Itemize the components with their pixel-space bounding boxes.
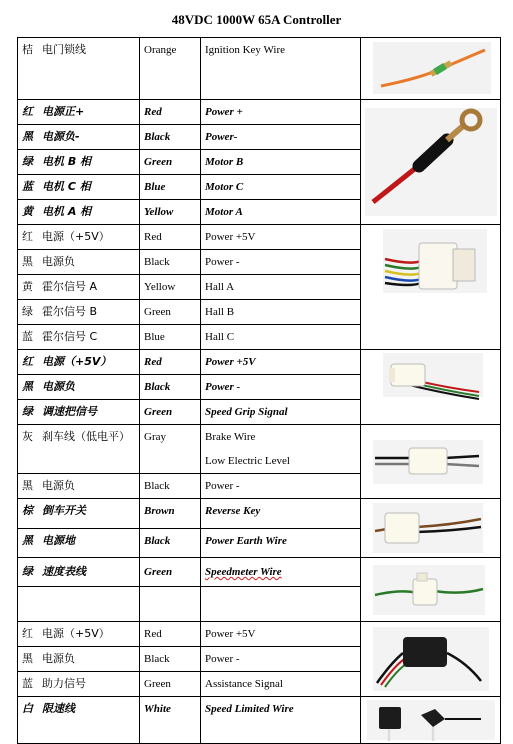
wire-color-en: Yellow: [140, 200, 201, 225]
wire-desc-en: Hall B: [201, 300, 361, 325]
color-cn: 红: [22, 105, 33, 118]
wire-color-en: Green: [140, 300, 201, 325]
color-cn: 红: [22, 627, 33, 640]
wire-color-cn-cell: [18, 100, 140, 125]
wire-color-en: Green: [140, 558, 201, 587]
table-row: [18, 38, 501, 100]
throttle-connector-photo: [361, 350, 501, 425]
wire-desc-en: Hall C: [201, 325, 361, 350]
wire-color-cn-cell: [18, 499, 140, 529]
desc-cn: 电源（+5V）: [42, 627, 110, 640]
wire-color-en: Red: [140, 350, 201, 375]
desc-cn: 电机 C 相: [42, 180, 91, 193]
wire-color-en: Gray: [140, 425, 201, 474]
ignition-wire-photo: [361, 38, 501, 100]
wire-color-cn-cell: [18, 474, 140, 499]
speedometer-connector-photo: [361, 558, 501, 622]
table-row: [18, 425, 501, 474]
wire-desc-en: Power -: [201, 647, 361, 672]
wire-desc-en: Power-: [201, 125, 361, 150]
desc-cn: 电源负: [42, 255, 75, 268]
color-cn: 绿: [22, 155, 33, 168]
document-title: 48VDC 1000W 65A Controller: [171, 12, 342, 27]
wire-desc-en: Power Earth Wire: [201, 528, 361, 558]
color-cn: 黄: [22, 205, 33, 218]
wire-color-en: Black: [140, 474, 201, 499]
wire-color-en: Blue: [140, 325, 201, 350]
wire-color-en: Orange: [140, 38, 201, 100]
color-cn: 桔: [22, 43, 33, 56]
color-cn: 绿: [22, 405, 33, 418]
empty-cell: [140, 587, 201, 622]
wire-desc-en-cell: [201, 425, 361, 474]
wire-desc-en: Ignition Key Wire: [201, 38, 361, 100]
wire-desc-en: Motor C: [201, 175, 361, 200]
wire-desc-en: Speed Limited Wire: [201, 697, 361, 744]
wire-desc-en: Assistance Signal: [201, 672, 361, 697]
wire-color-cn-cell: [18, 647, 140, 672]
wire-desc-en: Power +5V: [201, 350, 361, 375]
hall-connector-photo: [361, 225, 501, 350]
wire-desc-en: Brake Wire: [205, 431, 256, 443]
table-row: [18, 697, 501, 744]
wire-color-en: Brown: [140, 499, 201, 529]
wire-desc-en: Hall A: [201, 275, 361, 300]
wire-desc-en: Speedmeter Wire: [205, 566, 282, 578]
wire-color-cn-cell: [18, 38, 140, 100]
wire-color-cn-cell: [18, 697, 140, 744]
wire-color-en: Blue: [140, 175, 201, 200]
desc-cn: 电源地: [42, 533, 75, 547]
desc-cn: 电源正+: [42, 105, 85, 118]
color-cn: 红: [22, 230, 33, 243]
desc-cn: 霍尔信号 C: [42, 330, 98, 343]
wire-color-en: Red: [140, 100, 201, 125]
empty-cell: [18, 587, 140, 622]
wire-desc-en: Power -: [201, 474, 361, 499]
wire-color-cn-cell: [18, 325, 140, 350]
desc-cn: 霍尔信号 B: [42, 305, 98, 318]
color-cn: 蓝: [22, 677, 33, 690]
desc-cn: 电源（+5V）: [42, 355, 112, 368]
wire-color-cn-cell: [18, 528, 140, 558]
color-cn: 黑: [22, 130, 33, 143]
empty-cell: [201, 587, 361, 622]
color-cn: 蓝: [22, 330, 33, 343]
table-row: [18, 100, 501, 125]
color-cn: 黑: [22, 533, 33, 547]
desc-cn: 电机 A 相: [42, 205, 92, 218]
wiring-table: [17, 37, 501, 744]
wire-color-cn-cell: [18, 125, 140, 150]
wire-color-cn-cell: [18, 350, 140, 375]
color-cn: 黑: [22, 380, 33, 393]
color-cn: 白: [22, 702, 33, 715]
desc-cn: 电源负: [42, 380, 75, 393]
color-cn: 绿: [22, 305, 33, 318]
wire-color-cn-cell: [18, 225, 140, 250]
desc-cn: 电机 B 相: [42, 155, 92, 168]
table-row: [18, 225, 501, 250]
wire-color-cn-cell: [18, 672, 140, 697]
wire-color-cn-cell: [18, 175, 140, 200]
desc-cn: 助力信号: [42, 677, 86, 690]
speed-limit-connector-photo: [361, 697, 501, 744]
desc-cn: 电源负-: [42, 130, 80, 143]
wire-color-cn-cell: [18, 425, 140, 474]
wire-color-en: Green: [140, 400, 201, 425]
wire-color-cn-cell: [18, 200, 140, 225]
wire-color-en: Black: [140, 125, 201, 150]
wire-color-en: Green: [140, 150, 201, 175]
wire-color-en: Red: [140, 622, 201, 647]
wire-color-cn-cell: [18, 275, 140, 300]
desc-cn: 速度表线: [42, 565, 86, 578]
wire-color-en: Black: [140, 250, 201, 275]
wire-color-en: Green: [140, 672, 201, 697]
desc-cn: 霍尔信号 A: [42, 280, 98, 293]
desc-cn: 调速把信号: [42, 405, 97, 418]
brake-connector-photo: [361, 425, 501, 499]
wire-desc-en: Speed Grip Signal: [201, 400, 361, 425]
desc-cn: 刹车线（低电平）: [42, 430, 130, 443]
desc-cn: 电源负: [42, 652, 75, 665]
wire-color-cn-cell: [18, 150, 140, 175]
wire-desc-en: Power -: [201, 250, 361, 275]
color-cn: 红: [22, 355, 33, 368]
wire-desc-en: Power +5V: [201, 225, 361, 250]
wire-color-en: Yellow: [140, 275, 201, 300]
wire-desc-en-line2: Low Electric Level: [205, 455, 290, 467]
wire-desc-en: Motor B: [201, 150, 361, 175]
table-row: [18, 622, 501, 647]
power-ring-terminal-photo: [361, 100, 501, 225]
desc-cn: 电门锁线: [42, 43, 86, 56]
color-cn: 棕: [22, 504, 33, 517]
table-row: [18, 499, 501, 529]
wire-desc-en: Reverse Key: [201, 499, 361, 529]
wire-desc-en: Power -: [201, 375, 361, 400]
color-cn: 黑: [22, 652, 33, 665]
table-row: [18, 558, 501, 587]
wire-color-en: White: [140, 697, 201, 744]
wire-color-cn-cell: [18, 400, 140, 425]
assistance-connector-photo: [361, 622, 501, 697]
wire-color-cn-cell: [18, 375, 140, 400]
desc-cn: 限速线: [42, 702, 75, 715]
wire-color-en: Black: [140, 647, 201, 672]
desc-cn: 电源（+5V）: [42, 230, 110, 243]
wire-desc-en-cell: [201, 558, 361, 587]
wire-color-cn-cell: [18, 250, 140, 275]
desc-cn: 电源负: [42, 479, 75, 492]
wire-desc-en: Power +: [201, 100, 361, 125]
wire-desc-en: Motor A: [201, 200, 361, 225]
wire-color-cn-cell: [18, 558, 140, 587]
wire-color-cn-cell: [18, 300, 140, 325]
desc-cn: 倒车开关: [42, 504, 86, 517]
wire-color-en: Red: [140, 225, 201, 250]
color-cn: 黑: [22, 255, 33, 268]
color-cn: 绿: [22, 565, 33, 578]
wire-desc-en: Power +5V: [201, 622, 361, 647]
color-cn: 灰: [22, 430, 33, 443]
color-cn: 黑: [22, 479, 33, 492]
wire-color-en: Black: [140, 375, 201, 400]
color-cn: 蓝: [22, 180, 33, 193]
table-row: [18, 350, 501, 375]
reverse-connector-photo: [361, 499, 501, 558]
color-cn: 黄: [22, 280, 33, 293]
wire-color-cn-cell: [18, 622, 140, 647]
wire-color-en: Black: [140, 528, 201, 558]
